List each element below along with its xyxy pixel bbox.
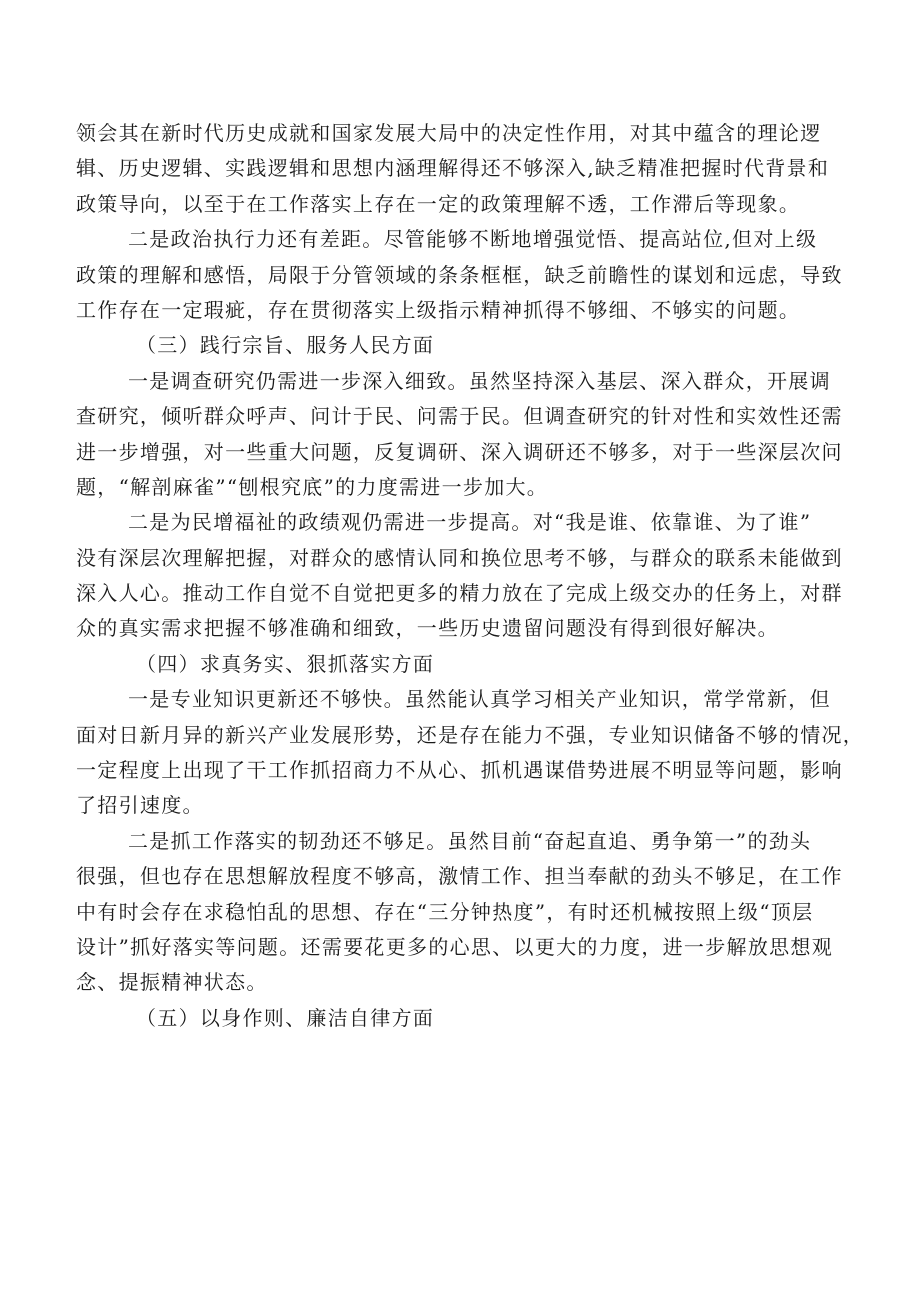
paragraph-line: 很强，但也存在思想解放程度不够高，激情工作、担当奉献的劲头不够足，在工作 [76, 864, 843, 889]
paragraph-line: 一是调查研究仍需进一步深入细致。虽然坚持深入基层、深入群众，开展调 [128, 368, 831, 393]
section-heading: （五）以身作则、廉洁自律方面 [136, 1005, 435, 1030]
paragraph-line: 政策的理解和感悟，局限于分管领域的条条框框，缺乏前瞻性的谋划和远虑，导致 [76, 262, 843, 287]
paragraph-line: 设计”抓好落实等问题。还需要花更多的心思、以更大的力度，进一步解放思想观 [76, 934, 834, 959]
paragraph-line: 题，“解剖麻雀”“刨根究底”的力度需进一步加大。 [76, 474, 549, 499]
document-page [76, 116, 876, 1036]
paragraph-line: 念、提振精神状态。 [76, 970, 268, 995]
paragraph-line: 二是抓工作落实的韧劲还不够足。虽然目前“奋起直追、勇争第一”的劲头 [128, 828, 812, 853]
section-heading: （三）践行宗旨、服务人民方面 [136, 333, 435, 358]
paragraph-line: 政策导向，以至于在工作落实上存在一定的政策理解不透，工作滞后等现象。 [76, 191, 801, 216]
paragraph-line: 众的真实需求把握不够准确和细致，一些历史遗留问题没有得到很好解决。 [76, 616, 779, 641]
paragraph-line: 没有深层次理解把握，对群众的感情认同和换位思考不够，与群众的联系未能做到 [76, 545, 843, 570]
paragraph-line: 进一步增强，对一些重大问题，反复调研、深入调研还不够多，对于一些深层次问 [76, 439, 843, 464]
section-heading: （四）求真务实、狠抓落实方面 [136, 651, 435, 676]
paragraph-line: 领会其在新时代历史成就和国家发展大局中的决定性作用，对其中蕴含的理论逻 [76, 121, 822, 145]
paragraph-line: 查研究，倾听群众呼声、问计于民、问需于民。但调查研究的针对性和实效性还需 [76, 404, 843, 429]
paragraph-line: 二是政治执行力还有差距。尽管能够不断地增强觉悟、提高站位,但对上级 [128, 227, 818, 252]
paragraph-line: 工作存在一定瑕疵，存在贯彻落实上级指示精神抓得不够细、不够实的问题。 [76, 297, 801, 322]
paragraph-line: 辑、历史逻辑、实践逻辑和思想内涵理解得还不够深入,缺乏精准把握时代背景和 [76, 156, 830, 181]
paragraph-line: 二是为民增福祉的政绩观仍需进一步提高。对“我是谁、依靠谁、为了谁” [128, 510, 812, 535]
paragraph-line: 了招引速度。 [76, 793, 204, 818]
paragraph-line: 深入人心。推动工作自觉不自觉把更多的精力放在了完成上级交办的任务上，对群 [76, 581, 843, 606]
paragraph-line: 一是专业知识更新还不够快。虽然能认真学习相关产业知识，常学常新，但 [128, 687, 831, 712]
paragraph-line: 面对日新月异的新兴产业发展形势，还是存在能力不强，专业知识储备不够的情况， [76, 722, 865, 747]
paragraph-line: 中有时会存在求稳怕乱的思想、存在“三分钟热度”，有时还机械按照上级“顶层 [76, 899, 814, 924]
paragraph-line: 一定程度上出现了干工作抓招商力不从心、抓机遇谋借势进展不明显等问题，影响 [76, 758, 843, 783]
